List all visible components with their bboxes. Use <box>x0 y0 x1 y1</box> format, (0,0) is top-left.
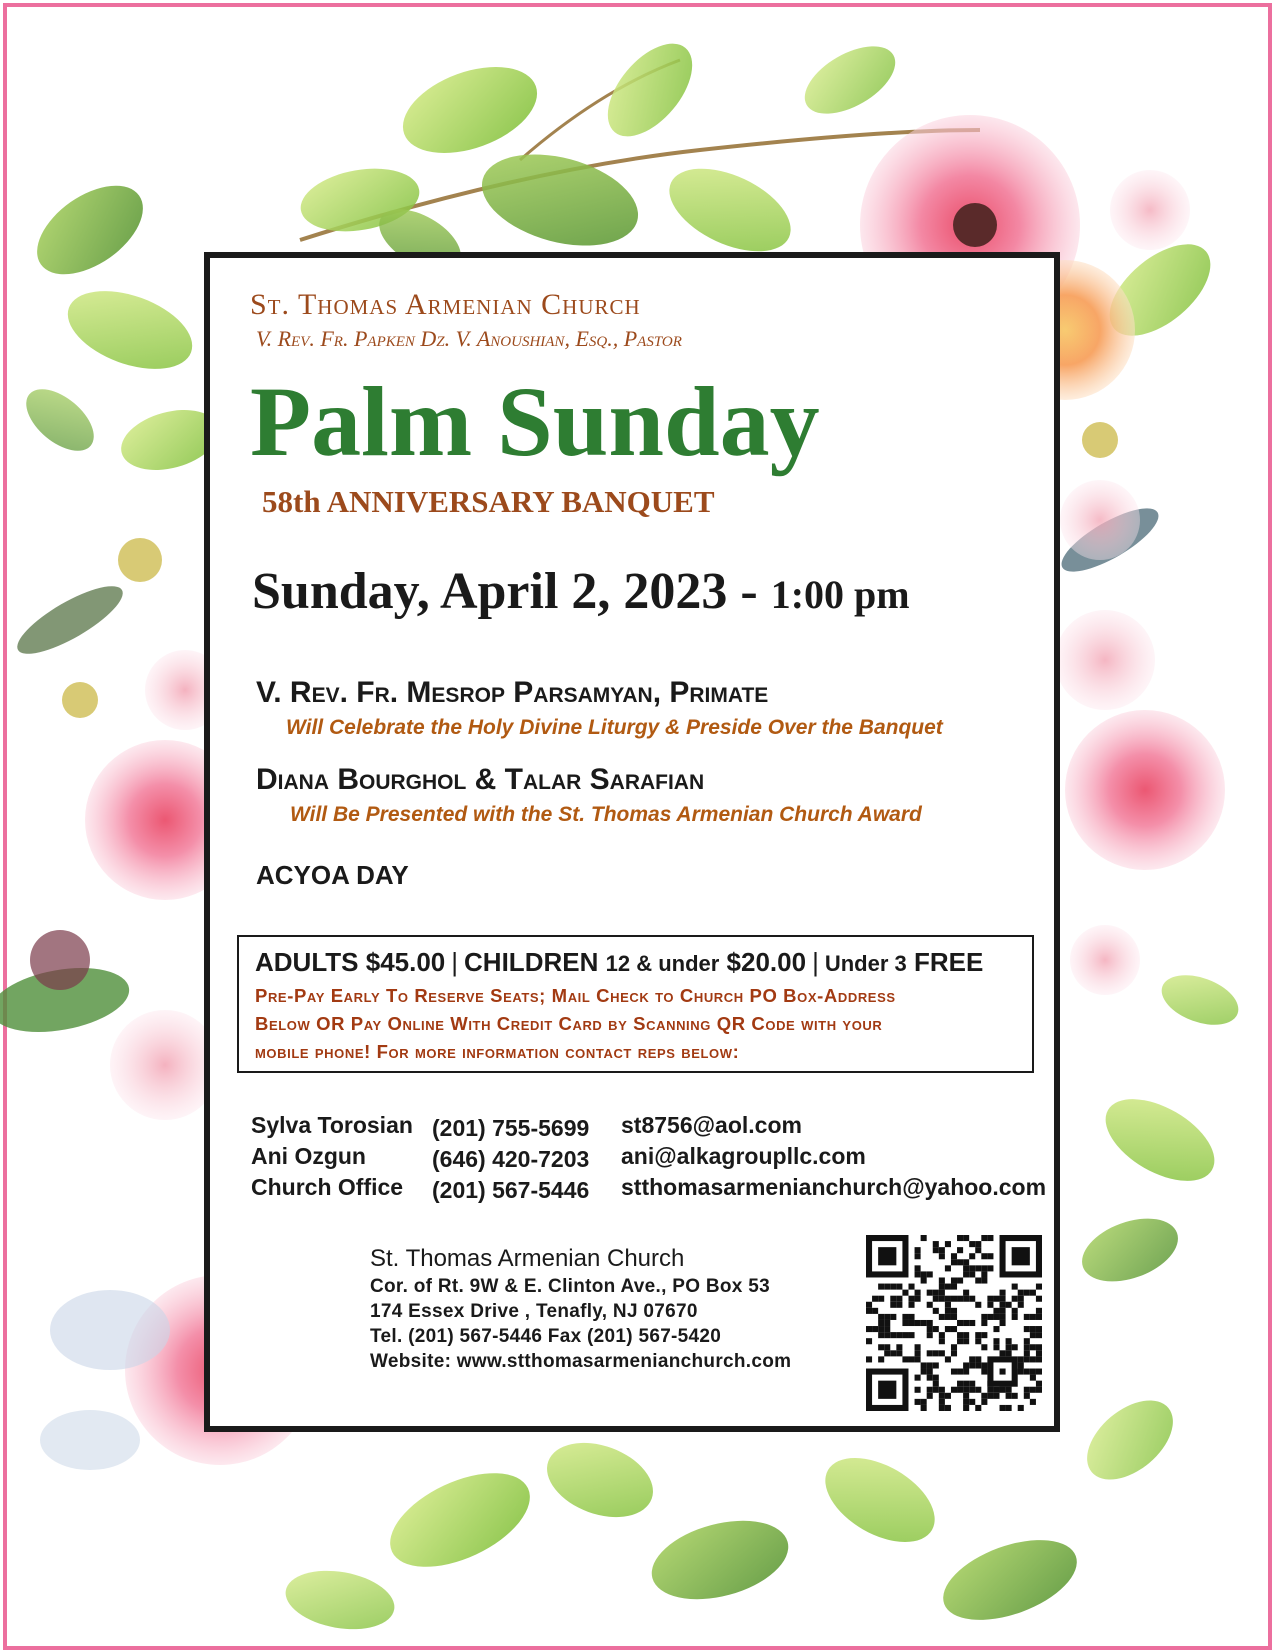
prepay-line-1: Pre-Pay Early To Reserve Seats; Mail Check to Church PO Box-Address <box>255 985 896 1006</box>
event-time: 1:00 pm <box>770 572 910 617</box>
prepay-line-3: mobile phone! For more information contact reps below: <box>255 1041 740 1062</box>
event-title: Palm Sunday <box>250 366 820 477</box>
pastor-line: V. Rev. Fr. Papken Dz. V. Anoushian, Esq., Pastor <box>256 326 682 351</box>
contact-email[interactable]: stthomasarmenianchurch@yahoo.com <box>621 1174 1047 1200</box>
event-subtitle: 58th ANNIVERSARY BANQUET <box>262 484 715 519</box>
address-line: 174 Essex Drive , Tenafly, NJ 07670 <box>370 1301 698 1322</box>
address-website[interactable]: Website: www.stthomasarmenianchurch.com <box>370 1351 792 1372</box>
contact-phone: (201) 567-5446 <box>432 1177 590 1203</box>
under3-free: FREE <box>914 947 984 977</box>
honoree-award-note: Will Be Presented with the St. Thomas Armenian Church Award <box>290 803 922 826</box>
contact-phone: (201) 755-5699 <box>432 1115 590 1141</box>
acyoa-day: ACYOA DAY <box>256 860 409 890</box>
event-date-text: Sunday, April 2, 2023 - <box>252 563 771 620</box>
children-label: CHILDREN <box>464 947 599 977</box>
contact-phone: (646) 420-7203 <box>432 1146 590 1172</box>
contact-email[interactable]: st8756@aol.com <box>621 1112 802 1138</box>
children-age: 12 & under <box>605 951 720 976</box>
contact-name: Ani Ozgun <box>251 1143 366 1169</box>
pricing-line: ADULTS $45.00 | CHILDREN 12 & under $20.00 | Under 3 FREE <box>255 947 984 977</box>
event-date <box>252 562 910 621</box>
honoree-primate-note: Will Celebrate the Holy Divine Liturgy & Preside Over the Banquet <box>286 716 943 739</box>
contact-email[interactable]: ani@alkagroupllc.com <box>621 1143 866 1169</box>
children-price: $20.00 <box>726 947 807 977</box>
adults-price: ADULTS $45.00 <box>255 947 446 977</box>
qr-code-icon[interactable] <box>866 1235 1042 1411</box>
contact-name: Sylva Torosian <box>251 1112 413 1138</box>
address-church-name: St. Thomas Armenian Church <box>370 1245 685 1272</box>
address-phone-fax: Tel. (201) 567-5446 Fax (201) 567-5420 <box>370 1326 722 1347</box>
address-line: Cor. of Rt. 9W & E. Clinton Ave., PO Box 53 <box>370 1276 770 1297</box>
prepay-line-2: Below OR Pay Online With Credit Card by Scanning QR Code with your <box>255 1013 883 1034</box>
church-name: St. Thomas Armenian Church <box>250 288 641 321</box>
contact-name: Church Office <box>251 1174 404 1200</box>
honoree-primate-name: V. Rev. Fr. Mesrop Parsamyan, Primate <box>256 676 769 709</box>
honoree-award-names: Diana Bourghol & Talar Sarafian <box>256 763 705 796</box>
under3-label: Under 3 <box>824 951 907 976</box>
